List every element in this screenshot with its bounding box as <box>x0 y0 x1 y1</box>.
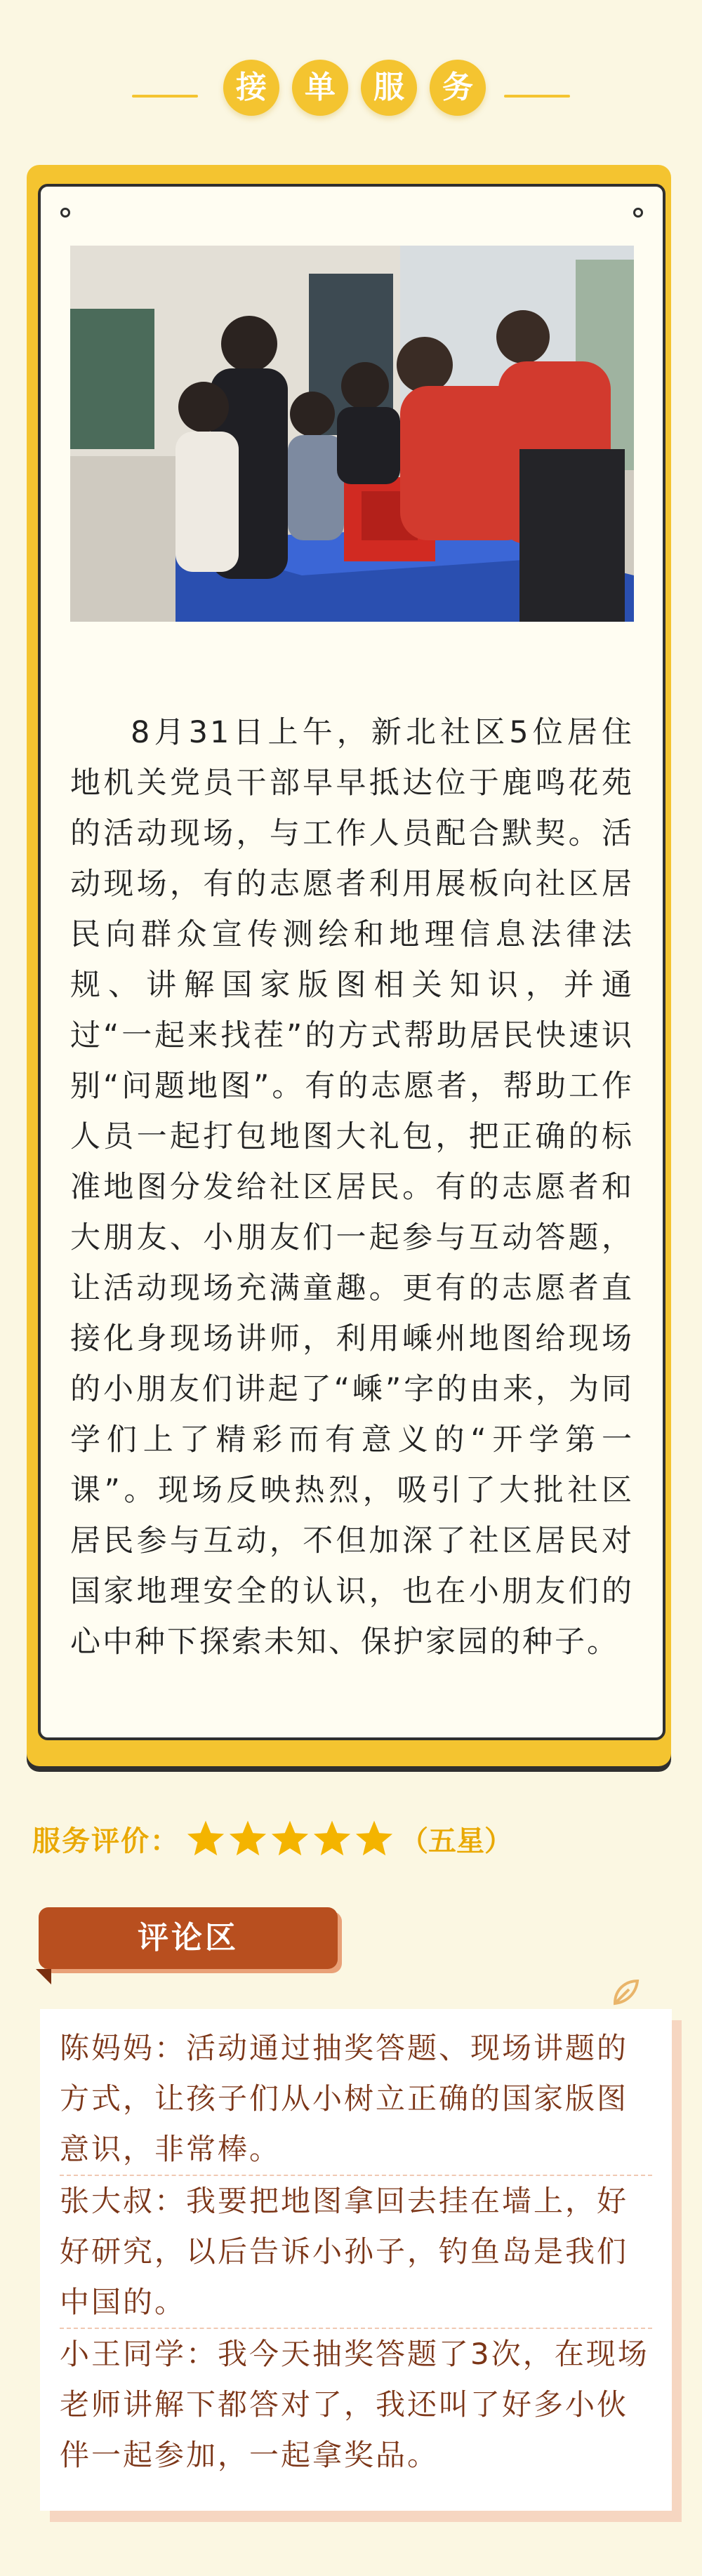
article-text: 8月31日上午，新北社区5位居住地机关党员干部早早抵达位于鹿鸣花苑的活动现场，与工作人员配合默契。活动现场，有的志愿者利用展板向社区居民向群众宣传测绘和地理信息法律法规、讲解国家版图相关知识，并通过“一起来找茬”的方式帮助居民快速识别“问题地图”。有的志愿者，帮助工作人员一起打包地图大礼包，把正确的标准地图分发给社区居民。有的志愿者和大朋友、小朋友们一起参与互动答题，让活动现场充满童趣。更有的志愿者直接化身现场讲师，利用嵊州地图给现场的小朋友们讲起了“嵊”字的由来，为同学们上了精彩而有意义的“开学第一课”。现场反映热烈，吸引了大批社区居民参与互动，不但加深了社区居民对国家地理安全的认识，也在小朋友们的心中种下探索未知、保护家园的种子。 <box>70 715 634 1660</box>
header-line-left <box>132 95 198 98</box>
service-rating <box>32 1817 512 1860</box>
header-char: 务 <box>430 60 486 116</box>
header-char: 服 <box>361 60 417 116</box>
star-icon <box>227 1818 268 1859</box>
leaf-icon <box>608 1975 642 2009</box>
comment-list <box>40 2009 672 2511</box>
corner-dot <box>633 208 643 218</box>
star-icon <box>270 1818 310 1859</box>
comment-item: 张大叔：我要把地图拿回去挂在墙上，好好研究，以后告诉小孙子，钓鱼岛是我们中国的。 <box>60 2176 652 2329</box>
comment-item: 小王同学：我今天抽奖答题了3次，在现场老师讲解下都答对了，我还叫了好多小伙伴一起参加，一起拿奖品。 <box>60 2337 649 2472</box>
rating-stars <box>185 1818 396 1859</box>
rating-value: （五星） <box>400 1824 512 1857</box>
event-photo <box>70 246 634 622</box>
tag-notch <box>36 1969 51 1984</box>
star-icon <box>185 1818 226 1859</box>
header-char: 单 <box>292 60 348 116</box>
header-line-right <box>504 95 570 98</box>
comment-section-title <box>39 1907 338 1969</box>
star-icon <box>312 1818 352 1859</box>
header-title <box>223 60 486 116</box>
header-char: 接 <box>223 60 279 116</box>
corner-dot <box>60 208 70 218</box>
star-icon <box>354 1818 395 1859</box>
comment-item: 陈妈妈：活动通过抽奖答题、现场讲题的方式，让孩子们从小树立正确的国家版图意识，非常棒。 <box>60 2023 652 2176</box>
rating-label: 服务评价： <box>32 1824 180 1857</box>
comment-title-text: 评论区 <box>138 1920 239 1956</box>
section-header <box>0 60 702 130</box>
